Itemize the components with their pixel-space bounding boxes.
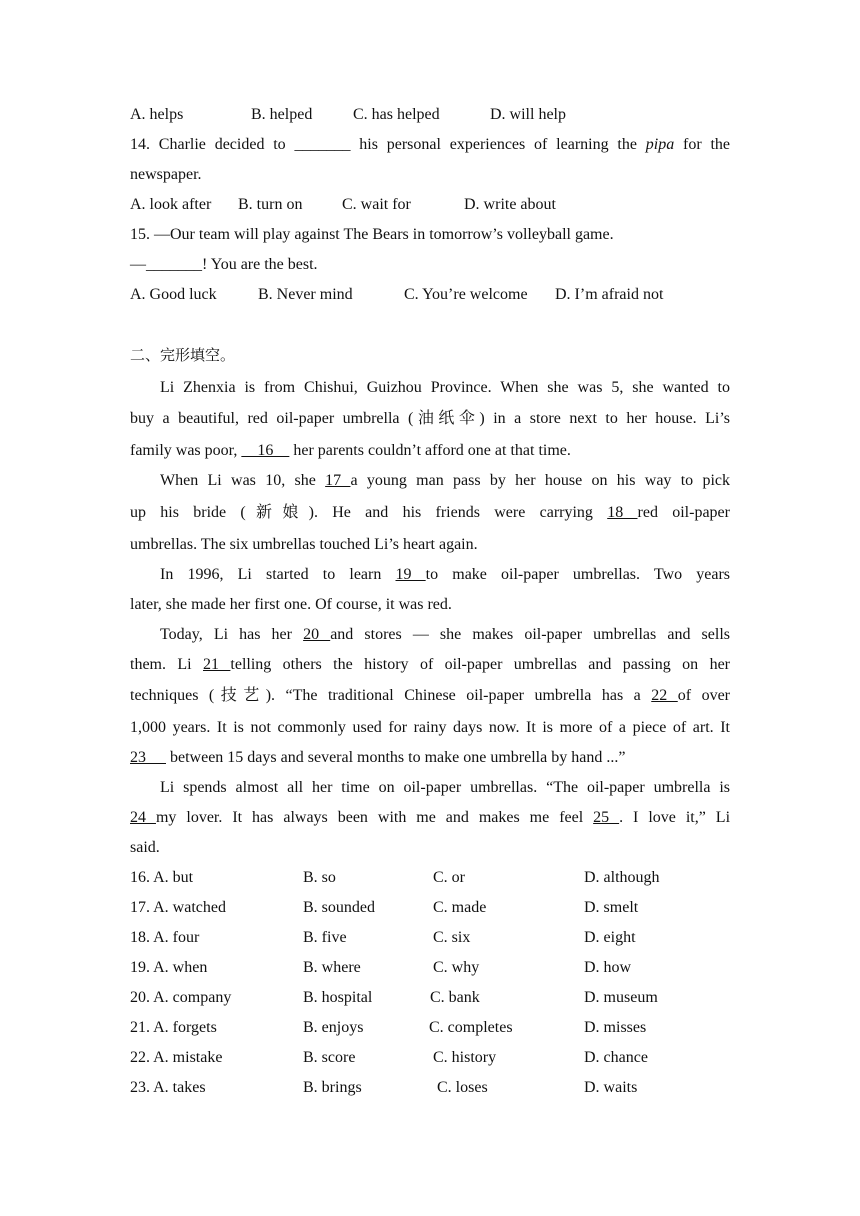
q14-option-d: D. write about xyxy=(464,196,556,213)
q18-option-d: D. eight xyxy=(584,929,636,946)
q23-option-b: B. brings xyxy=(303,1079,362,1096)
passage-p5-line1: Li spends almost all her time on oil-paper umbrellas. “The oil-paper umbrella is xyxy=(160,779,730,796)
q17-option-c: C. made xyxy=(433,899,487,916)
passage-p1-line3: family was poor, 16 her parents couldn’t afford one at that time. xyxy=(130,442,571,459)
q15-option-d: D. I’m afraid not xyxy=(555,286,664,303)
blank-18: 18 xyxy=(607,504,638,521)
q16-option-c: C. or xyxy=(433,869,465,886)
q15-option-c: C. You’re welcome xyxy=(404,286,528,303)
q20-option-a: 20. A. company xyxy=(130,989,232,1006)
q17-option-b: B. sounded xyxy=(303,899,375,916)
q14-option-a: A. look after xyxy=(130,196,212,213)
q22-option-c: C. history xyxy=(433,1049,497,1066)
q18-option-b: B. five xyxy=(303,929,347,946)
q22-option-b: B. score xyxy=(303,1049,356,1066)
blank-25: 25 xyxy=(593,809,620,826)
q14-option-c: C. wait for xyxy=(342,196,411,213)
q20-option-d: D. museum xyxy=(584,989,658,1006)
blank-16: 16 xyxy=(241,442,290,459)
q19-option-a: 19. A. when xyxy=(130,959,208,976)
blank-24: 24 xyxy=(130,809,156,826)
q22-option-d: D. chance xyxy=(584,1049,648,1066)
blank-23: 23 xyxy=(130,749,166,766)
q13-option-b: B. helped xyxy=(251,106,313,123)
section-title: 二、完形填空。 xyxy=(130,346,236,364)
passage-p4-line4: 1,000 years. It is not commonly used for rainy days now. It is more of a piece of art. It xyxy=(130,719,730,736)
passage-p2-line1: When Li was 10, she 17 a young man pass by her house on his way to pick xyxy=(160,472,731,489)
q16-option-d: D. although xyxy=(584,869,660,886)
q19-option-c: C. why xyxy=(433,959,480,976)
passage-p3-line2: later, she made her first one. Of course, it was red. xyxy=(130,596,452,613)
q16-option-b: B. so xyxy=(303,869,336,886)
passage-p4-line3: techniques (技艺). “The traditional Chinese oil-paper umbrella has a 22 of over xyxy=(130,687,730,704)
q15-option-a: A. Good luck xyxy=(130,286,217,303)
q21-option-b: B. enjoys xyxy=(303,1019,364,1036)
passage-p4-line2: them. Li 21 telling others the history of oil-paper umbrellas and passing on her xyxy=(130,656,731,673)
q23-option-d: D. waits xyxy=(584,1079,638,1096)
q13-option-c: C. has helped xyxy=(353,106,440,123)
blank-19: 19 xyxy=(395,566,426,583)
q14-stem-line2: newspaper. xyxy=(130,166,202,183)
q16-option-a: 16. A. but xyxy=(130,869,194,886)
passage-p5-line3: said. xyxy=(130,839,160,856)
passage-p1-line2: buy a beautiful, red oil-paper umbrella (油纸伞) in a store next to her house. Li’s xyxy=(130,410,730,427)
q19-option-b: B. where xyxy=(303,959,361,976)
q21-option-c: C. completes xyxy=(429,1019,513,1036)
q15-line1: 15. —Our team will play against The Bears in tomorrow’s volleyball game. xyxy=(130,226,614,243)
blank-20: 20 xyxy=(303,626,331,643)
q18-option-a: 18. A. four xyxy=(130,929,200,946)
q23-option-c: C. loses xyxy=(437,1079,488,1096)
q14-option-b: B. turn on xyxy=(238,196,303,213)
q13-option-d: D. will help xyxy=(490,106,566,123)
passage-p3-line1: In 1996, Li started to learn 19 to make oil-paper umbrellas. Two years xyxy=(160,566,731,583)
passage-p5-line2: 24 my lover. It has always been with me and makes me feel 25 . I love it,” Li xyxy=(130,809,731,826)
q23-option-a: 23. A. takes xyxy=(130,1079,206,1096)
q22-option-a: 22. A. mistake xyxy=(130,1049,223,1066)
q21-option-d: D. misses xyxy=(584,1019,647,1036)
blank-22: 22 xyxy=(651,687,678,704)
passage-p2-line3: umbrellas. The six umbrellas touched Li’s heart again. xyxy=(130,536,478,553)
q18-option-c: C. six xyxy=(433,929,471,946)
q20-option-c: C. bank xyxy=(430,989,480,1006)
q14-stem-line1: 14. Charlie decided to _______ his personal experiences of learning the pipa for the xyxy=(130,136,731,153)
q13-option-a: A. helps xyxy=(130,106,184,123)
q15-option-b: B. Never mind xyxy=(258,286,353,303)
blank-17: 17 xyxy=(325,472,351,489)
q19-option-d: D. how xyxy=(584,959,632,976)
passage-p1-line1: Li Zhenxia is from Chishui, Guizhou Province. When she was 5, she wanted to xyxy=(160,379,730,396)
passage-p4-line1: Today, Li has her 20 and stores — she makes oil-paper umbrellas and sells xyxy=(160,626,731,643)
blank-21: 21 xyxy=(203,656,231,673)
q15-line2: —_______! You are the best. xyxy=(130,256,318,273)
passage-p2-line2: up his bride (新娘). He and his friends were carrying 18 red oil-paper xyxy=(130,504,730,521)
q17-option-a: 17. A. watched xyxy=(130,899,226,916)
passage-p4-line5: 23 between 15 days and several months to make one umbrella by hand ...” xyxy=(130,749,626,766)
q17-option-d: D. smelt xyxy=(584,899,639,916)
q20-option-b: B. hospital xyxy=(303,989,373,1006)
q21-option-a: 21. A. forgets xyxy=(130,1019,217,1036)
